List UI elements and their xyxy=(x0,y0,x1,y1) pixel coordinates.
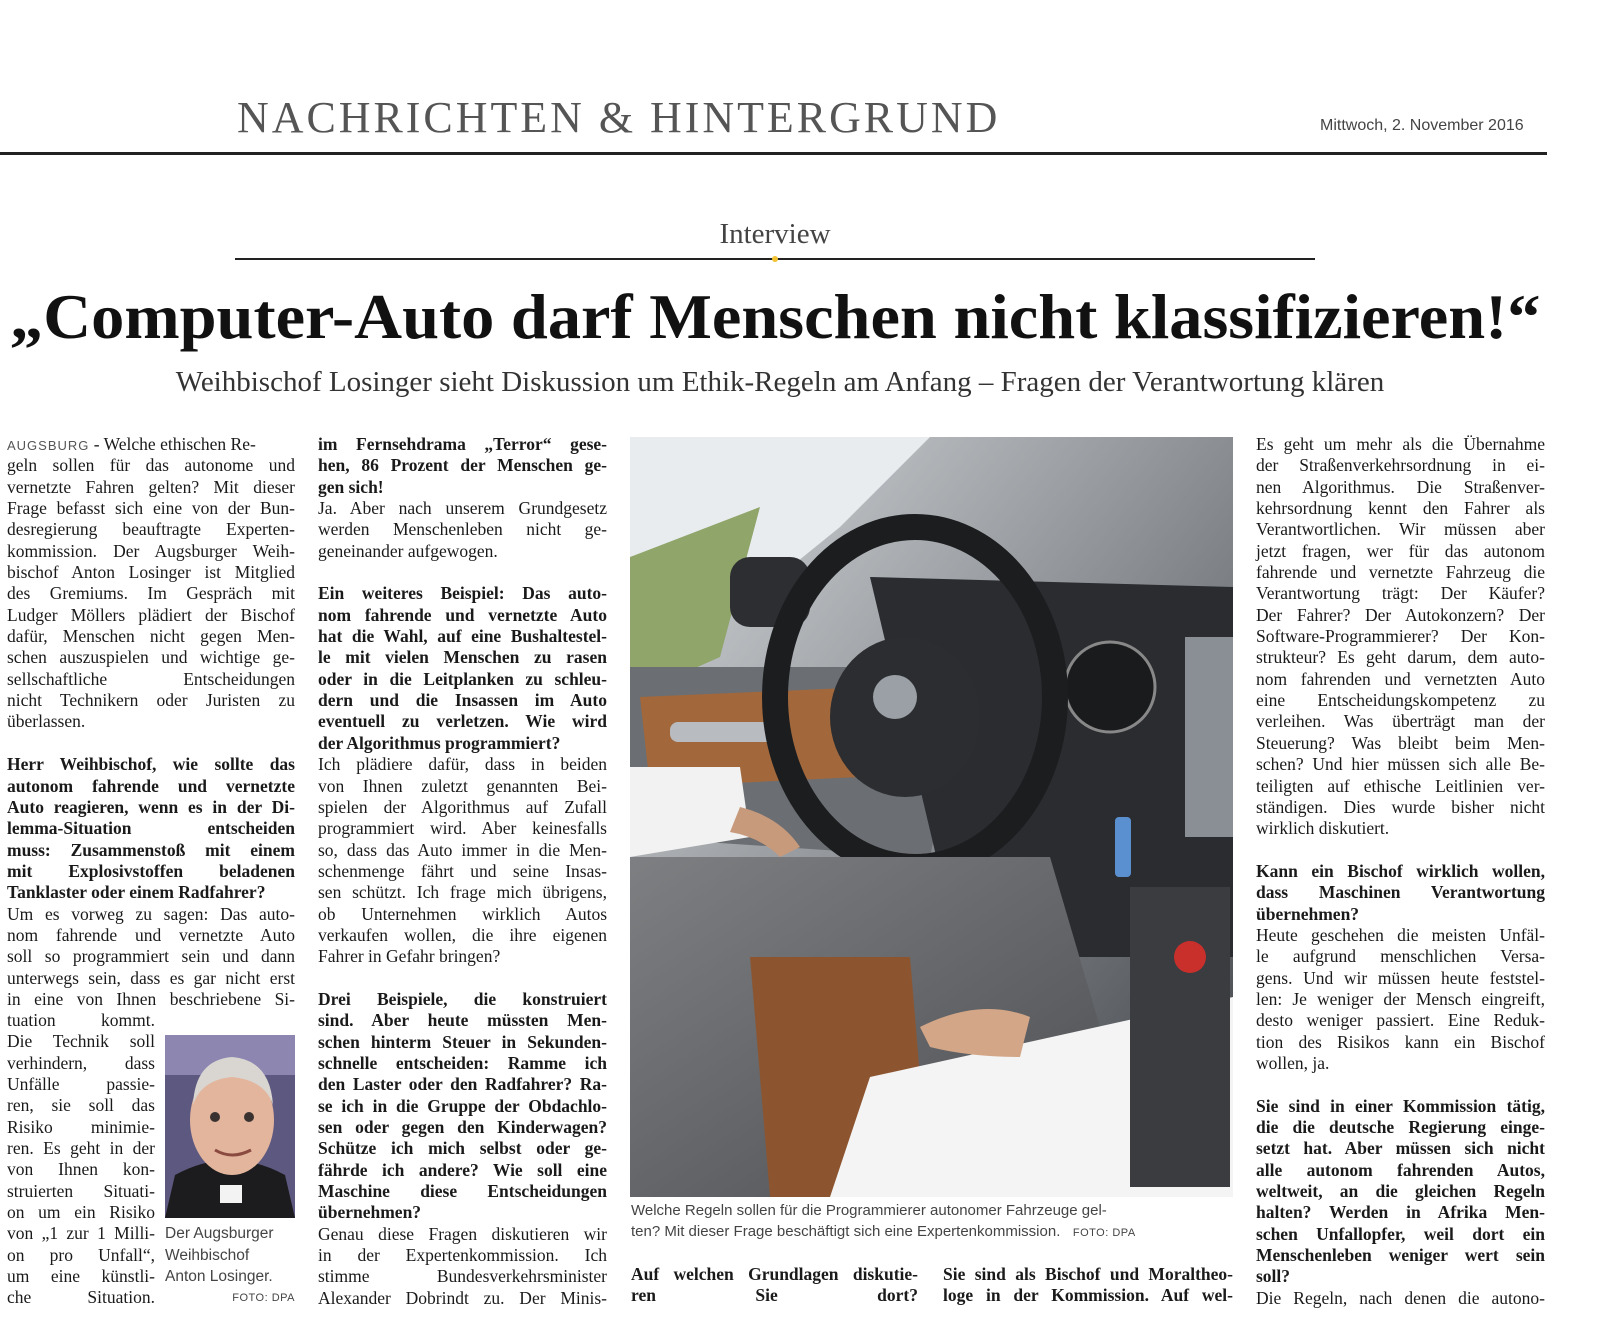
text-line: fahrende und vernetzte Fahrzeug die xyxy=(1256,562,1545,583)
dateline: AUGSBURG xyxy=(7,438,90,453)
text-line: ren, sie soll das xyxy=(7,1095,155,1116)
interview-question xyxy=(7,754,295,903)
caption-line: Anton Losinger. xyxy=(165,1268,273,1285)
text-line: der Algorithmus programmiert? xyxy=(318,732,561,753)
header-rule xyxy=(0,152,1547,155)
text-line: schnelle entscheiden: Ramme ich xyxy=(318,1052,607,1073)
text-line: hat die Wahl, auf eine Bushaltestel- xyxy=(318,626,607,647)
portrait-caption xyxy=(165,1223,295,1309)
text-line: sen schützt. Ich frage mich übrigens, xyxy=(318,882,607,903)
interview-question xyxy=(1256,861,1545,925)
text-line: programmiert wird. Aber keinesfalls xyxy=(318,818,607,839)
article-paragraph xyxy=(1256,1288,1545,1309)
text-line: fährde ich andere? Wie soll eine xyxy=(318,1159,607,1180)
text-line: der Straßenverkehrsordnung in ei- xyxy=(1256,455,1545,476)
text-line: weltweit, an die gleichen Regeln xyxy=(1256,1181,1545,1202)
text-line: von Ihnen zuletzt genannten Bei- xyxy=(318,775,607,796)
text-line: struierten Situati- xyxy=(7,1180,155,1201)
text-line: Tanklaster oder einem Radfahrer? xyxy=(7,882,266,903)
text-line: Sie sind in einer Kommission tätig, xyxy=(1256,1095,1545,1116)
text-line: von Ihnen kon- xyxy=(7,1159,155,1180)
article-paragraph xyxy=(318,1224,607,1309)
text-line: bischof Anton Losinger ist Mitglied xyxy=(7,562,295,583)
text-line: gens. Und wir müssen heute feststel- xyxy=(1256,967,1545,988)
subheadline: Weihbischof Losinger sieht Diskussion um Ethik-Regeln am Anfang – Fragen der Verantwortung klären xyxy=(175,366,1385,398)
text-line: Es geht um mehr als die Übernahme xyxy=(1256,434,1545,454)
text-line: muss: Zusammenstoß mit einem xyxy=(7,839,295,860)
text-line: autonom fahrende und vernetzte xyxy=(7,775,295,796)
text-line: übernehmen? xyxy=(318,1202,422,1223)
text-line: che Situation. xyxy=(7,1287,155,1308)
text-line: tuation kommt. xyxy=(7,1010,155,1030)
text-line: Um es vorweg zu sagen: Das auto- xyxy=(7,903,295,924)
text-line: sen oder gegen den Kinderwagen? xyxy=(318,1117,607,1137)
text-line: le mit vielen Menschen zu rasen xyxy=(318,647,607,668)
text-line: Unfälle passie- xyxy=(7,1074,155,1095)
text-line: Schütze ich mich selbst oder ge- xyxy=(318,1138,607,1159)
interview-question xyxy=(318,989,607,1224)
text-line: eventuell zu verletzen. Wie wird xyxy=(318,711,607,732)
article-column-1-narrow xyxy=(7,1010,155,1309)
text-line: le aufgrund menschlichen Versa- xyxy=(1256,946,1545,967)
text-line: desto weniger passiert. Eine Reduk- xyxy=(1256,1010,1545,1031)
text-line: Die Regeln, nach denen die autono- xyxy=(1256,1287,1545,1308)
text-line: Risiko minimie- xyxy=(7,1116,155,1137)
text-line: Fahrer in Gefahr bringen? xyxy=(318,946,501,967)
text-line: schen? Und hier müssen sich alle Be- xyxy=(1256,754,1545,775)
text-line: spielen der Algorithmus auf Zufall xyxy=(318,796,607,817)
headline: „Computer-Auto darf Menschen nicht klassifizieren!“ xyxy=(10,281,1541,352)
text-line: on um ein Risiko xyxy=(7,1202,155,1223)
interview-question xyxy=(943,1264,1233,1307)
text-line: Der Fahrer? Der Autokonzern? Der xyxy=(1256,604,1545,625)
text-line: nen Algorithmus. Die Straßenver- xyxy=(1256,476,1545,497)
text-line: überlassen. xyxy=(7,711,86,732)
text-line: stimme Bundesverkehrsminister xyxy=(318,1266,607,1287)
text-line: Auf welchen Grundlagen diskutie- xyxy=(631,1264,918,1284)
text-line: sind. Aber heute müssten Men- xyxy=(318,1010,607,1031)
text-line: schen Unfallopfer, weil dort ein xyxy=(1256,1223,1545,1244)
text-line: wirklich diskutiert. xyxy=(1256,818,1390,839)
caption-line: Weihbischof xyxy=(165,1246,250,1264)
text-line: nicht Technikern oder Juristen zu xyxy=(7,690,295,711)
text-line: loge in der Kommission. Auf wel- xyxy=(943,1285,1233,1306)
text-line: eine Entscheidungskompetenz zu xyxy=(1256,690,1545,711)
main-photo-caption xyxy=(631,1200,1233,1244)
text-line: kehrsordnung kennt den Fahrer als xyxy=(1256,498,1545,519)
text-line: jetzt fragen, wer für das autonom xyxy=(1256,540,1545,561)
text-line: soll so programmiert sein und dann xyxy=(7,946,295,967)
interview-question xyxy=(318,583,607,754)
text-line: alle autonom fahrenden Autos, xyxy=(1256,1159,1545,1180)
text-line: ob Unternehmen wirklich Autos xyxy=(318,903,607,924)
issue-date: Mittwoch, 2. November 2016 xyxy=(1320,117,1524,134)
text-line: soll? xyxy=(1256,1266,1291,1287)
text-line: strukteur? Es geht darum, dem auto- xyxy=(1256,647,1545,668)
text-line: setzt hat. Aber müssen sich nicht xyxy=(1256,1138,1545,1159)
text-line: geln sollen für das autonome und xyxy=(7,455,295,476)
text-line: ren. Es geht in der xyxy=(7,1138,155,1159)
text-line: schen hinterm Steuer in Sekunden- xyxy=(318,1031,607,1052)
article-column-3 xyxy=(631,1264,918,1328)
text-line xyxy=(7,434,295,455)
text-line: geneinander aufgewogen. xyxy=(318,540,498,561)
text-line: gen sich! xyxy=(318,476,384,497)
text-line: in eine von Ihnen beschriebene Si- xyxy=(7,988,295,1009)
caption-line: Welche Regeln sollen für die Programmierer autonomer Fahrzeuge gel- xyxy=(631,1202,1107,1219)
text-line: Verantwortlichen. Wir müssen aber xyxy=(1256,519,1545,540)
text-line: Sie sind als Bischof und Moraltheo- xyxy=(943,1264,1233,1284)
article-column-2 xyxy=(318,434,607,1330)
text-line: Frage befasst sich eine von der Bun- xyxy=(7,498,295,519)
text-line: vernetzte Fahren gelten? Mit dieser xyxy=(7,476,295,497)
text-line: übernehmen? xyxy=(1256,903,1360,924)
text-line: in der Expertenkommission. Ich xyxy=(318,1245,607,1266)
text-line: Steuerung? Was bleibt beim Men- xyxy=(1256,732,1545,753)
main-photo-car-interior xyxy=(630,437,1233,1197)
text-line: Maschine diese Entscheidungen xyxy=(318,1181,607,1202)
text-line: die die deutsche Regierung einge- xyxy=(1256,1117,1545,1137)
article-paragraph xyxy=(318,498,607,562)
text-line: dafür, Menschen nicht gegen Men- xyxy=(7,626,295,647)
text-line: dass Maschinen Verantwortung xyxy=(1256,882,1545,903)
article-paragraph xyxy=(1256,434,1545,840)
text-line: Die Technik soll xyxy=(7,1031,155,1052)
photo-credit: FOTO: DPA xyxy=(1072,1227,1136,1239)
text-line: Kann ein Bischof wirklich wollen, xyxy=(1256,860,1545,881)
article-paragraph xyxy=(318,754,607,967)
text-span: - Welche ethischen Re- xyxy=(89,434,256,454)
text-line: um eine künstli- xyxy=(7,1266,155,1287)
text-line: im Fernsehdrama „Terror“ gese- xyxy=(318,434,607,454)
caption-line xyxy=(631,1221,1233,1244)
text-line: Menschenleben weniger wert sein xyxy=(1256,1245,1545,1266)
text-line: hen, 86 Prozent der Menschen ge- xyxy=(318,455,607,476)
article-paragraph xyxy=(7,904,295,1011)
text-line: von „1 zur 1 Milli- xyxy=(7,1223,155,1244)
text-line: nom fahrende und vernetzte Auto xyxy=(7,924,295,945)
text-line: Drei Beispiele, die konstruiert xyxy=(318,988,607,1009)
text-line: desregierung beauftragte Experten- xyxy=(7,519,295,540)
text-line: Auto reagieren, wenn es in der Di- xyxy=(7,796,295,817)
text-line: Ich plädiere dafür, dass in beiden xyxy=(318,754,607,775)
text-line: len: Je weniger der Mensch eingreift, xyxy=(1256,988,1545,1009)
portrait-photo xyxy=(165,1035,295,1218)
interview-question xyxy=(631,1264,918,1307)
article-column-4 xyxy=(1256,434,1545,1330)
text-line: wollen, ja. xyxy=(1256,1052,1330,1073)
text-line: ständigen. Dies wurde bisher nicht xyxy=(1256,796,1545,817)
article-column-1 xyxy=(7,434,295,1010)
accent-dot xyxy=(772,256,778,262)
photo-credit: FOTO: DPA xyxy=(232,1291,295,1304)
text-line: mit Explosivstoffen beladenen xyxy=(7,860,295,881)
text-line: verkaufen wollen, die ihre eigenen xyxy=(318,924,607,945)
text-line: lemma-Situation entscheiden xyxy=(7,818,295,839)
text-line: dern und die Insassen im Auto xyxy=(318,690,607,711)
text-line: Ja. Aber nach unserem Grundgesetz xyxy=(318,498,607,519)
text-line: oder in die Leitplanken zu schleu- xyxy=(318,668,607,689)
text-line: teiligten auf ethische Leitlinien ver- xyxy=(1256,775,1545,796)
text-line: nom fahrenden und vernetzten Auto xyxy=(1256,668,1545,689)
text-line: kommission. Der Augsburger Weih- xyxy=(7,540,295,561)
text-line: on pro Unfall“, xyxy=(7,1244,155,1265)
text-line: verhindern, dass xyxy=(7,1052,155,1073)
text-line: des Gremiums. Im Gespräch mit xyxy=(7,583,295,604)
text-line: werden Menschenleben nicht ge- xyxy=(318,519,607,540)
text-line: sellschaftliche Entscheidungen xyxy=(7,668,295,689)
text-line: tion des Risikos kann ein Bischof xyxy=(1256,1031,1545,1052)
text-line: Software-Programmierer? Der Kon- xyxy=(1256,626,1545,647)
text-line: nom fahrende und vernetzte Auto xyxy=(318,604,607,625)
interview-question xyxy=(1256,1096,1545,1288)
caption-text: ten? Mit dieser Frage beschäftigt sich eine Expertenkommission. xyxy=(631,1223,1061,1240)
caption-line: Der Augsburger xyxy=(165,1225,274,1242)
text-line: Heute geschehen die meisten Unfäl- xyxy=(1256,924,1545,945)
text-line: schen auszuspielen und wichtige ge- xyxy=(7,647,295,668)
article-paragraph xyxy=(7,434,295,733)
text-line: halten? Werden in Afrika Men- xyxy=(1256,1202,1545,1223)
text-line: Verantwortung trägt: Der Käufer? xyxy=(1256,583,1545,604)
text-line: verleihen. Was überträgt man der xyxy=(1256,711,1545,732)
text-line: so, dass das Auto immer in die Men- xyxy=(318,839,607,860)
article-column-3b xyxy=(943,1264,1233,1328)
text-line: Alexander Dobrindt zu. Der Minis- xyxy=(318,1287,607,1308)
text-line: Genau diese Fragen diskutieren wir xyxy=(318,1223,607,1244)
text-line: den Laster oder den Radfahrer? Ra- xyxy=(318,1074,607,1095)
text-line: Ein weiteres Beispiel: Das auto- xyxy=(318,583,607,604)
text-line: schenmenge fährt und seine Insas- xyxy=(318,860,607,881)
article-paragraph xyxy=(1256,925,1545,1074)
text-line: ren Sie dort? xyxy=(631,1285,918,1306)
article-kicker: Interview xyxy=(719,218,831,250)
text-line: Ludger Möllers plädiert der Bischof xyxy=(7,604,295,625)
text-line: Herr Weihbischof, wie sollte das xyxy=(7,754,295,775)
text-line: se ich in die Gruppe der Obdachlo- xyxy=(318,1095,607,1116)
interview-question xyxy=(318,434,607,498)
text-line: unterwegs sein, dass es gar nicht erst xyxy=(7,967,295,988)
section-title: NACHRICHTEN & HINTERGRUND xyxy=(237,93,1001,142)
